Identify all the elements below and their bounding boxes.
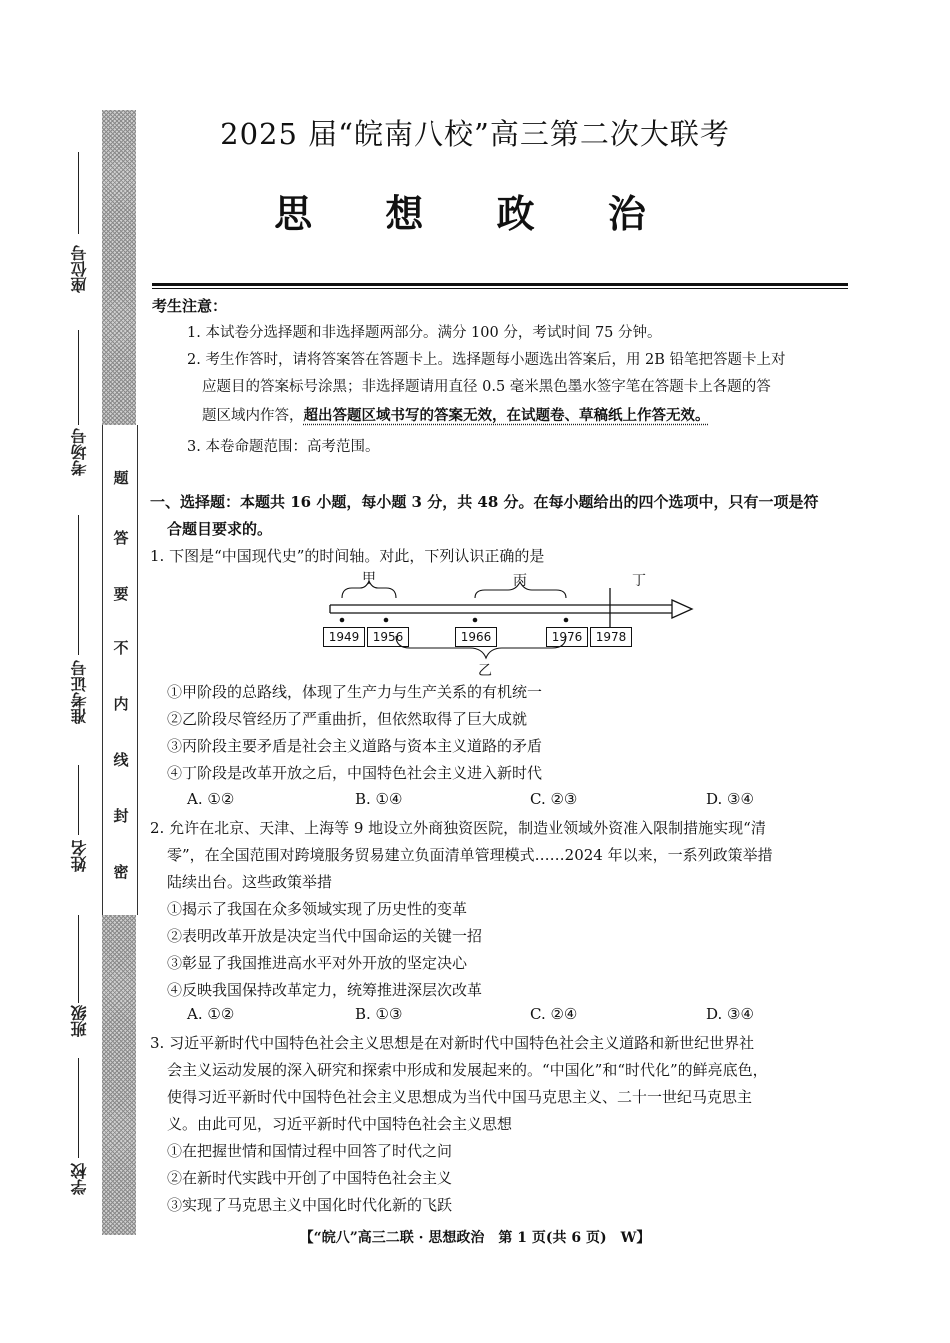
notice-item-2-tail: 题区域内作答， <box>202 408 304 424</box>
q3-statement-2: ②在新时代实践中开创了中国特色社会主义 <box>167 1169 453 1187</box>
seal-char: 要 <box>113 585 129 603</box>
q1-statement-1: ①甲阶段的总路线，体现了生产力与生产关系的有机统一 <box>167 683 543 701</box>
timeline-year-1978: 1978 <box>590 627 632 647</box>
q1-statement-3: ③丙阶段主要矛盾是社会主义道路与资本主义道路的矛盾 <box>167 737 543 755</box>
q3-stem-line-1: 3. 习近平新时代中国特色社会主义思想是在对新时代中国特色社会主义道路和新世纪世界社 <box>150 1034 755 1052</box>
q2-stem-line-2: 零”，在全国范围对跨境服务贸易建立负面清单管理模式……2024 年以来，一系列政策举措 <box>167 846 773 864</box>
binding-hatch-bottom <box>102 915 136 1235</box>
exam-room-label: 考场号 <box>70 428 89 476</box>
section-instruction: 一、选择题：本题共 16 小题，每小题 3 分，共 48 分。在每小题给出的四个选项中，只有一项是符 <box>150 493 819 511</box>
seal-char: 答 <box>113 529 129 547</box>
header-rule <box>152 283 848 286</box>
q2-option-c[interactable]: C. ②④ <box>530 1005 578 1023</box>
q2-statement-1: ①揭示了我国在众多领域实现了历史性的变革 <box>167 900 468 918</box>
q3-statement-1: ①在把握世情和国情过程中回答了时代之问 <box>167 1142 453 1160</box>
exam-title: 2025 届“皖南八校”高三第二次大联考 <box>220 117 730 151</box>
seal-char: 题 <box>113 469 129 487</box>
q3-statement-3: ③实现了马克思主义中国化时代化新的飞跃 <box>167 1196 453 1214</box>
notice-heading: 考生注意： <box>152 297 228 315</box>
timeline-year-1956: 1956 <box>367 627 409 647</box>
field-line <box>78 765 79 835</box>
binding-hatch-top <box>102 110 136 425</box>
class-label: 班级 <box>70 1005 89 1037</box>
timeline-label-ding: 丁 <box>632 573 646 589</box>
q1-statement-4: ④丁阶段是改革开放之后，中国特色社会主义进入新时代 <box>167 764 543 782</box>
q1-stem: 1. 下图是“中国现代史”的时间轴。对此，下列认识正确的是 <box>150 547 545 565</box>
seal-char: 密 <box>113 863 129 881</box>
q3-stem-line-2: 会主义运动发展的深入研究和探索中形成和发展起来的。“中国化”和“时代化”的鲜亮底色， <box>167 1061 768 1079</box>
timeline-year-1966: 1966 <box>455 627 497 647</box>
seal-char: 封 <box>113 807 129 825</box>
q2-statement-2: ②表明改革开放是决定当代中国命运的关键一招 <box>167 927 483 945</box>
field-line <box>78 330 79 425</box>
timeline-label-bing: 丙 <box>513 573 527 589</box>
q2-stem-line-3: 陆续出台。这些政策举措 <box>167 873 333 891</box>
seal-char: 内 <box>113 695 129 713</box>
q1-timeline <box>320 568 710 683</box>
q2-statement-4: ④反映我国保持改革定力，统筹推进深层次改革 <box>167 981 483 999</box>
name-label: 姓名 <box>70 840 89 872</box>
q2-option-b[interactable]: B. ①③ <box>355 1005 403 1023</box>
notice-item-1: 1. 本试卷分选择题和非选择题两部分。满分 100 分，考试时间 75 分钟。 <box>187 325 662 341</box>
q1-option-d[interactable]: D. ③④ <box>706 790 754 808</box>
seal-char: 不 <box>113 639 129 657</box>
school-label: 学校 <box>70 1163 89 1195</box>
header-rule-thin <box>152 288 848 289</box>
page-footer: 【“皖八”高三二联 · 思想政治 第 1 页(共 6 页) W】 <box>299 1230 651 1246</box>
section-instruction-cont: 合题目要求的。 <box>167 520 273 538</box>
q2-stem-line-1: 2. 允许在北京、天津、上海等 9 地设立外商独资医院，制造业领域外资准入限制措施实现“清 <box>150 819 766 837</box>
notice-item-2: 2. 考生作答时，请将答案答在答题卡上。选择题每小题选出答案后，用 2B 铅笔把答题卡上对 <box>187 352 786 368</box>
field-line <box>78 915 79 1003</box>
q1-option-a[interactable]: A. ①② <box>187 790 235 808</box>
timeline-label-jia: 甲 <box>362 571 376 587</box>
q1-statement-2: ②乙阶段尽管经历了严重曲折，但依然取得了巨大成就 <box>167 710 528 728</box>
q3-stem-line-3: 使得习近平新时代中国特色社会主义思想成为当代中国马克思主义、二十一世纪马克思主 <box>167 1088 753 1106</box>
timeline-year-1976: 1976 <box>546 627 588 647</box>
q2-option-d[interactable]: D. ③④ <box>706 1005 754 1023</box>
q1-option-b[interactable]: B. ①④ <box>355 790 403 808</box>
subject-title: 思 想 政 治 <box>274 191 676 236</box>
q2-statement-3: ③彰显了我国推进高水平对外开放的坚定决心 <box>167 954 468 972</box>
binding-seal-strip <box>102 425 138 915</box>
seal-char: 线 <box>113 751 129 769</box>
notice-item-2-cont2 <box>202 406 710 426</box>
q1-option-c[interactable]: C. ②③ <box>530 790 578 808</box>
seat-number-label: 座位号 <box>70 245 89 293</box>
timeline-year-1949: 1949 <box>323 627 365 647</box>
timeline-label-yi: 乙 <box>478 663 492 679</box>
notice-warning: 超出答题区域书写的答案无效，在试题卷、草稿纸上作答无效。 <box>303 407 710 424</box>
q2-option-a[interactable]: A. ①② <box>187 1005 235 1023</box>
field-line <box>78 1058 79 1158</box>
notice-item-3: 3. 本卷命题范围：高考范围。 <box>187 439 380 455</box>
field-line <box>78 515 79 655</box>
admission-number-label: 准考证号 <box>70 660 89 724</box>
q3-stem-line-4: 义。由此可见，习近平新时代中国特色社会主义思想 <box>167 1115 513 1133</box>
notice-item-2-cont: 应题目的答案标号涂黑；非选择题请用直径 0.5 毫米黑色墨水签字笔在答题卡上各题的答 <box>202 379 771 395</box>
